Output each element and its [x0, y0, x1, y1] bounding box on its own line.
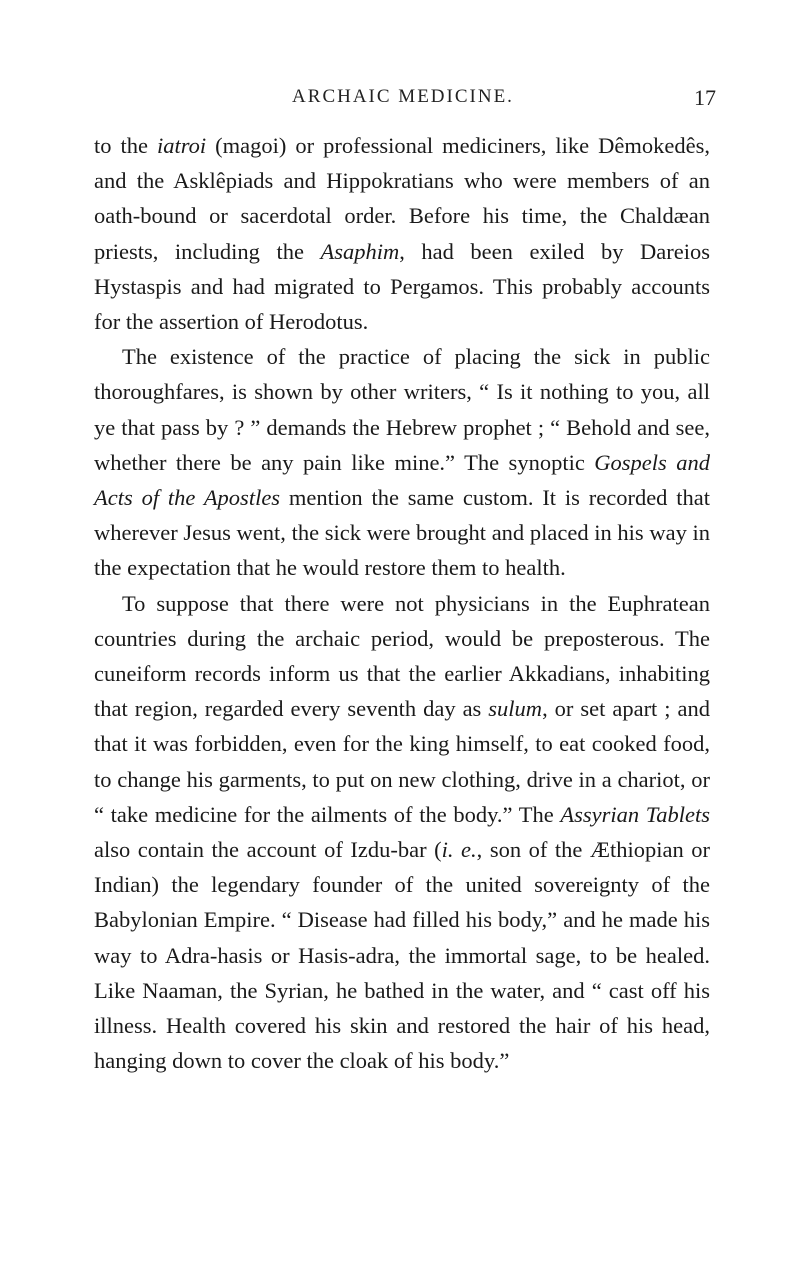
italic-run: iatroi — [156, 133, 207, 158]
italic-run: sulum — [488, 696, 543, 722]
page-number: 17 — [694, 85, 716, 110]
paragraph — [94, 128, 710, 339]
text-run: to the — [94, 133, 157, 158]
text-run: mention the same custom. It is recorded that wherever Jesus went, the sick were brought and placed in his way in the expectation that he would restore them to health. — [94, 485, 711, 581]
italic-run: i. e. — [441, 837, 477, 863]
text-run: (magoi) or professional mediciners, like Dêmokedês, and the Asklêpiads and Hippokratians who were members of an oath-bound or sacerdotal order. Before his time, the Chaldæan priests, including the — [94, 133, 710, 264]
text-run: The existence of the practice of placing the sick in public thoroughfares, is shown by other writers, “ Is it nothing to you, all ye that pass by ? ” demands the Hebrew prophet ; “ Behold and see, whether there be any pain like mine.” The synoptic — [94, 344, 710, 475]
text-run: , or set apart ; and that it was forbidden, even for the king himself, to eat cooked food, to change his garments, to put on new clothing, drive in a chariot, or “ take medicine for the ailments of the body.” The — [94, 696, 710, 827]
text-run: , son of the Æthiopian or Indian) the legendary founder of the united sovereignty of the Babylonian Empire. “ Disease had filled his body,” and he made his way to Adra-hasis or Hasis-adra, the immortal sage, to be healed. Like Naaman, the Syrian, he bathed in the water, and “ cast off his illness. Health covered his skin and restored the hair of his head, hanging down to cover the cloak of his body.” — [94, 837, 710, 1074]
text-run: also contain the account of Izdu-bar ( — [94, 837, 442, 863]
italic-run: Asaphim — [320, 238, 400, 264]
body-text — [94, 128, 710, 1078]
running-head: ARCHAIC MEDICINE. — [292, 86, 514, 107]
italic-run: Gospels and Acts of the Apostles — [94, 449, 710, 511]
paragraph — [94, 339, 710, 585]
italic-run: Assyrian Tablets — [560, 801, 710, 827]
text-run: To suppose that there were not physicians in the Euphratean countries during the archaic period, would be preposterous. The cuneiform records inform us that the earlier Akkadians, inhabiting that region, regarded every seventh day as — [94, 590, 710, 722]
text-run: , had been exiled by Dareios Hystaspis and had migrated to Pergamos. This probably accounts for the assertion of Herodotus. — [94, 238, 710, 335]
paragraph — [94, 586, 710, 1079]
